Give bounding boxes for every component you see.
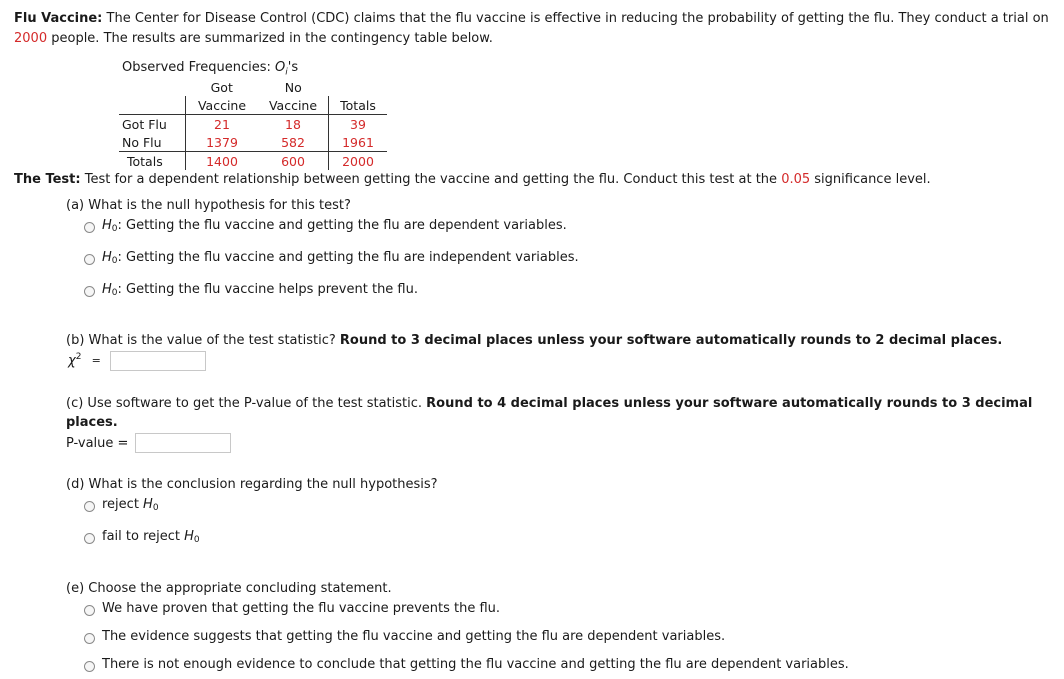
table-cell: 1961	[329, 133, 388, 152]
row-label: No Flu	[122, 134, 162, 150]
contingency-table	[119, 78, 387, 170]
table-row	[119, 115, 387, 134]
table-cell: 1400	[186, 152, 259, 171]
problem-intro	[14, 9, 1059, 49]
question-e-prompt: (e) Choose the appropriate concluding statement.	[66, 581, 392, 596]
question-d-prompt: (d) What is the conclusion regarding the null hypothesis?	[66, 477, 438, 492]
option-a-2[interactable]: H0: Getting the flu vaccine and getting the flu are independent variables.	[102, 250, 579, 266]
question-c-prompt-2: places.	[66, 415, 118, 430]
table-cell: 1379	[186, 133, 259, 152]
col-header-got: Got	[210, 79, 233, 95]
col-header-no: No	[284, 79, 302, 95]
intro-label: Flu Vaccine:	[14, 11, 103, 26]
table-cell: 21	[186, 115, 259, 134]
radio-a-2[interactable]	[84, 254, 95, 265]
radio-a-1[interactable]	[84, 222, 95, 233]
option-a-1[interactable]: H0: Getting the flu vaccine and getting the flu are dependent variables.	[102, 218, 567, 234]
col-header-vaccine-2: Vaccine	[268, 97, 318, 113]
table-cell: 18	[258, 115, 329, 134]
test-description: The Test: Test for a dependent relationship between getting the vaccine and getting the flu. Conduct this test at the 0.05 significance level.	[14, 172, 931, 187]
alpha-value: 0.05	[781, 172, 811, 187]
radio-d-2[interactable]	[84, 533, 95, 544]
sample-size: 2000	[14, 31, 48, 46]
test-statistic-input[interactable]	[110, 351, 206, 371]
table-cell: 600	[258, 152, 329, 171]
row-label: Got Flu	[119, 115, 186, 134]
radio-a-3[interactable]	[84, 286, 95, 297]
chi-square-label: $\chi^2$ =	[68, 352, 101, 369]
pvalue-input[interactable]	[135, 433, 231, 453]
radio-d-1[interactable]	[84, 501, 95, 512]
intro-text-2: people. The results are summarized in the contingency table below.	[51, 31, 493, 46]
row-label: Totals	[119, 152, 186, 171]
col-header-totals: Totals	[329, 96, 388, 115]
option-fail-to-reject[interactable]: fail to reject H0	[102, 529, 200, 545]
table-cell: 582	[281, 134, 305, 150]
radio-e-3[interactable]	[84, 661, 95, 672]
col-header-vaccine-1: Vaccine	[186, 96, 259, 115]
question-c-prompt: (c) Use software to get the P-value of the test statistic. Round to 4 decimal places unless your software automatically rounds to 3 decimal	[66, 396, 1033, 411]
intro-text: The Center for Disease Control (CDC) claims that the flu vaccine is effective in reducing the probability of getting the flu. They conduct a trial on	[106, 11, 1049, 26]
table-cell: 39	[329, 115, 388, 134]
table-row	[119, 133, 387, 152]
radio-e-2[interactable]	[84, 633, 95, 644]
question-b-prompt: (b) What is the value of the test statistic? Round to 3 decimal places unless your software automatically rounds to 2 decimal places.	[66, 333, 1003, 348]
table-cell: 2000	[329, 152, 388, 171]
radio-e-1[interactable]	[84, 605, 95, 616]
table-row	[119, 152, 387, 171]
option-e-1[interactable]: We have proven that getting the flu vaccine prevents the flu.	[102, 601, 501, 616]
option-e-3[interactable]: There is not enough evidence to conclude that getting the flu vaccine and getting the flu are dependent variables.	[102, 657, 849, 672]
pvalue-label: P-value =	[66, 436, 129, 451]
option-reject[interactable]: reject H0	[102, 497, 159, 513]
question-a-prompt: (a) What is the null hypothesis for this test?	[66, 198, 351, 213]
option-a-3[interactable]: H0: Getting the flu vaccine helps prevent the flu.	[102, 282, 418, 298]
option-e-2[interactable]: The evidence suggests that getting the flu vaccine and getting the flu are dependent variables.	[102, 629, 726, 644]
table-title: Observed Frequencies: $O_i's$	[122, 60, 299, 78]
